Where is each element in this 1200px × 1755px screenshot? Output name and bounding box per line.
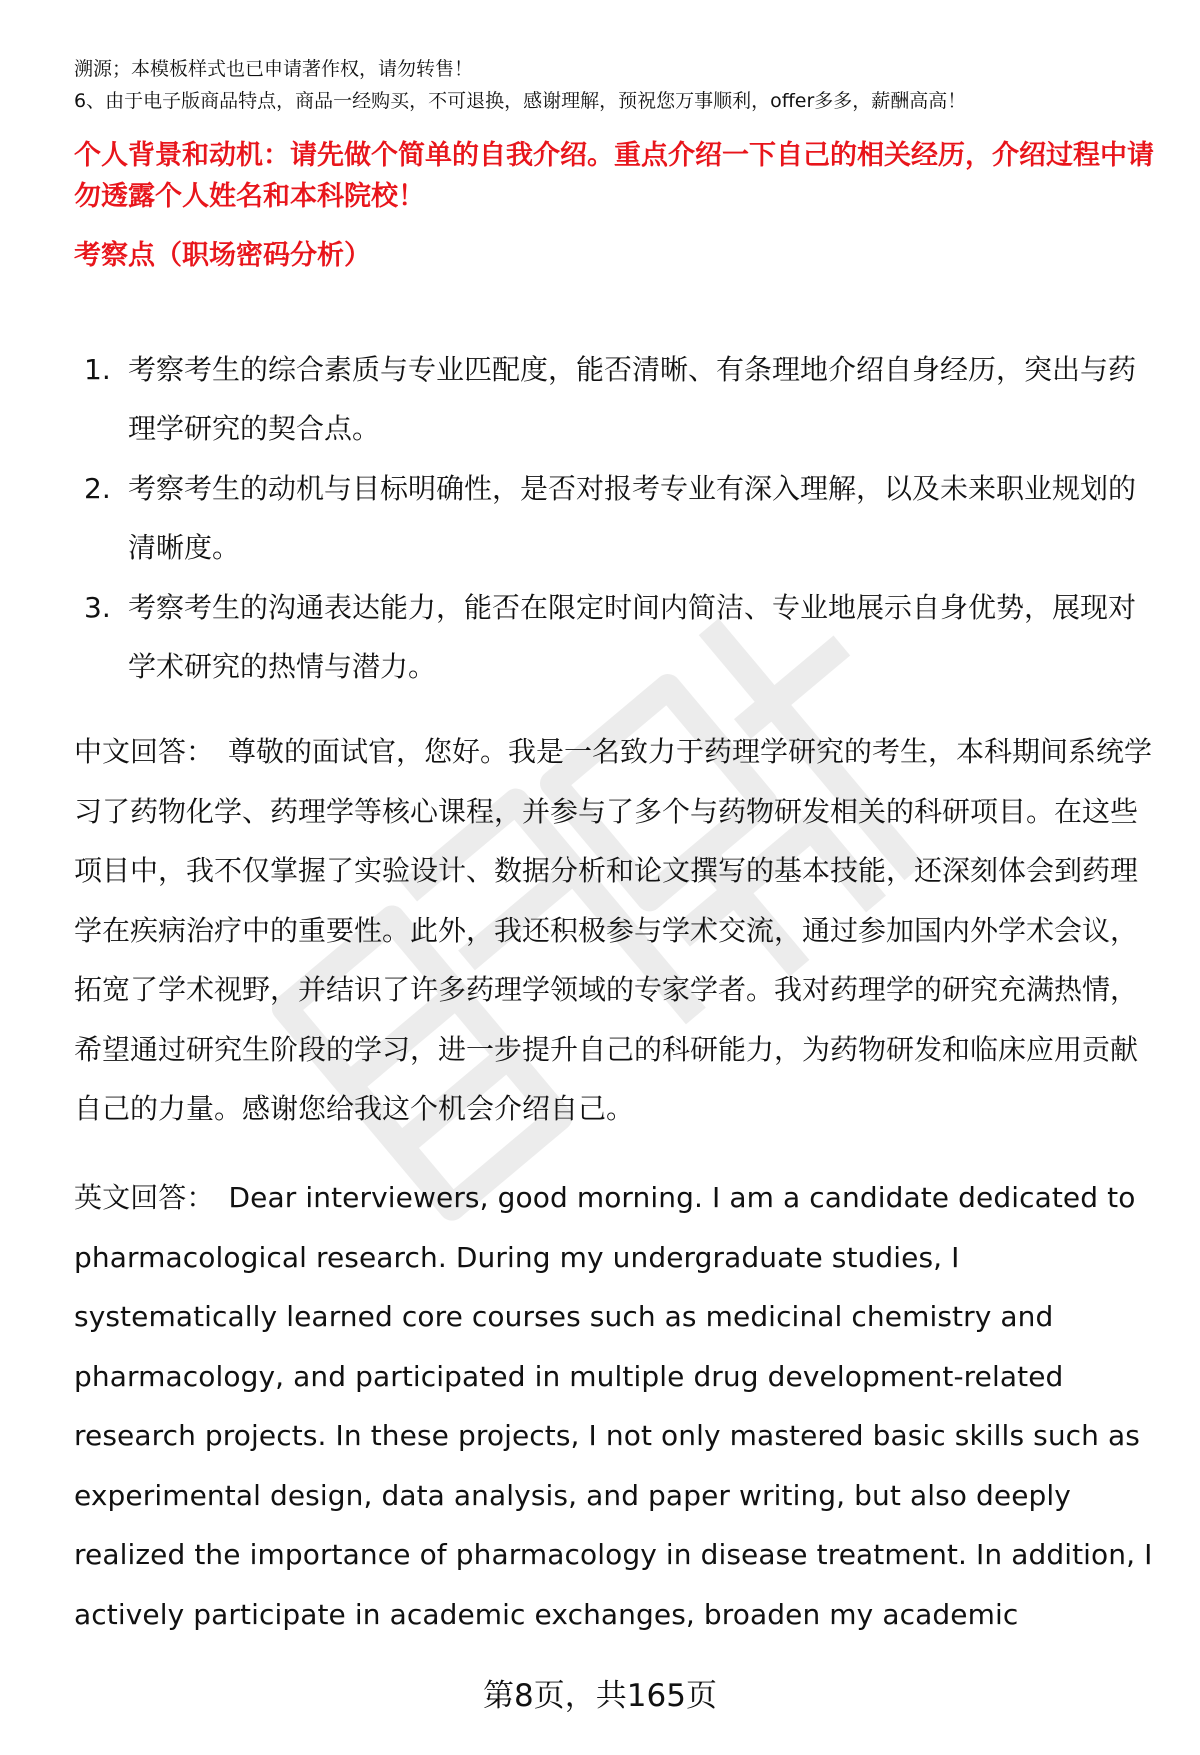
observation-item xyxy=(84,459,1144,577)
observation-item xyxy=(84,578,1144,696)
english-answer-label: 英文回答： xyxy=(74,1181,215,1214)
refund-policy-note: 6、由于电子版商品特点，商品一经购买，不可退换，感谢理解，预祝您万事顺利，offer多多，薪酬高高！ xyxy=(74,90,967,112)
observation-list xyxy=(84,340,1144,697)
list-number: 3. xyxy=(84,591,111,624)
observation-text: 考察考生的综合素质与专业匹配度，能否清晰、有条理地介绍自身经历，突出与药理学研究的契合点。 xyxy=(128,353,1137,445)
copyright-note: 溯源；本模板样式也已申请著作权，请勿转售！ xyxy=(74,58,474,80)
observation-text: 考察考生的动机与目标明确性，是否对报考专业有深入理解，以及未来职业规划的清晰度。 xyxy=(128,472,1137,564)
observation-text: 考察考生的沟通表达能力，能否在限定时间内简洁、专业地展示自身优势，展现对学术研究的热情与潜力。 xyxy=(128,591,1137,683)
chinese-answer-label: 中文回答： xyxy=(74,735,215,768)
list-number: 2. xyxy=(84,472,111,505)
chinese-answer xyxy=(74,722,1154,1139)
question-title: 个人背景和动机：请先做个简单的自我介绍。重点介绍一下自己的相关经历，介绍过程中请勿透露个人姓名和本科院校！ xyxy=(74,140,1154,212)
english-answer-text: Dear interviewers, good morning. I am a candidate dedicated to pharmacological research. During my undergraduate studies, I systematically learned core courses such as medicinal chemistry and pharmacology, and participated in multiple drug development-related research projects. In these projects, I not only mastered basic skills such as experimental design, data analysis, and paper writing, but also deeply realized the importance of pharmacology in disease treatment. In addition, I actively participate in academic exchanges, broaden my academic xyxy=(74,1181,1153,1631)
list-number: 1. xyxy=(84,353,111,386)
observation-item xyxy=(84,340,1144,458)
chinese-answer-text: 尊敬的面试官，您好。我是一名致力于药理学研究的考生，本科期间系统学习了药物化学、药理学等核心课程，并参与了多个与药物研发相关的科研项目。在这些项目中，我不仅掌握了实验设计、数据分析和论文撰写的基本技能，还深刻体会到药理学在疾病治疗中的重要性。此外，我还积极参与学术交流，通过参加国内外学术会议，拓宽了学术视野，并结识了许多药理学领域的专家学者。我对药理学的研究充满热情，希望通过研究生阶段的学习，进一步提升自己的科研能力，为药物研发和临床应用贡献自己的力量。感谢您给我这个机会介绍自己。 xyxy=(74,735,1153,1125)
page-number: 第8页，共165页 xyxy=(483,1678,717,1714)
english-answer xyxy=(74,1168,1154,1644)
observation-title: 考察点（职场密码分析） xyxy=(74,240,371,271)
